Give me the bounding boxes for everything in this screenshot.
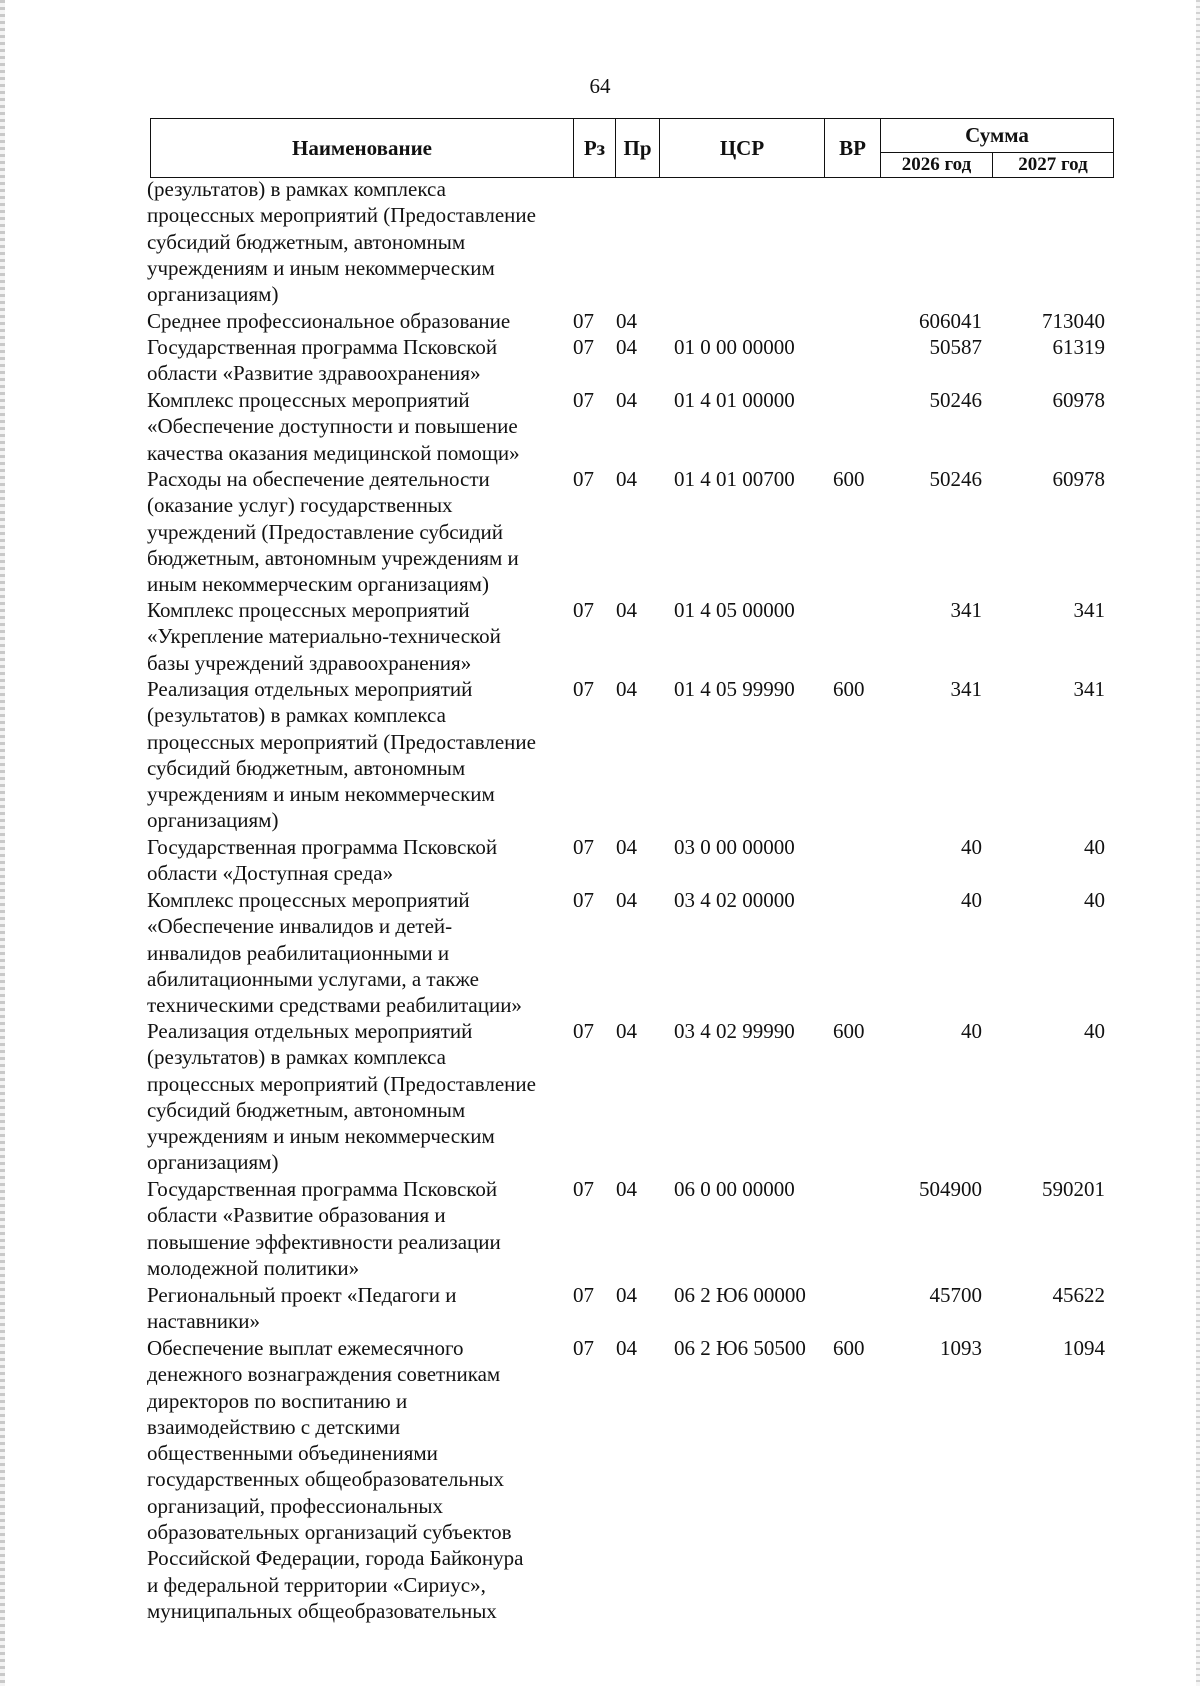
- row-name-line: общественными объединениями: [147, 1441, 438, 1466]
- row-sum-2027: 40: [1084, 835, 1105, 859]
- row-name-line: процессных мероприятий (Предоставление: [147, 729, 536, 754]
- row-name: [147, 1282, 567, 1335]
- row-name-line: денежного вознаграждения советникам: [147, 1362, 501, 1387]
- row-name-line: учреждений (Предоставление субсидий: [147, 519, 504, 544]
- row-name-line: организациям): [147, 808, 279, 833]
- row-pr: 04: [616, 888, 637, 912]
- row-vr: 600: [833, 677, 865, 701]
- row-name-line: муниципальных общеобразовательных: [147, 1598, 497, 1623]
- header-csr: ЦСР: [659, 118, 824, 178]
- row-name-line: (результатов) в рамках комплекса: [147, 1045, 446, 1070]
- row-sum-2027: 45622: [1052, 1283, 1105, 1307]
- row-rz: 07: [573, 598, 594, 622]
- row-name-line: организаций, профессиональных: [147, 1493, 443, 1518]
- row-name-line: «Обеспечение доступности и повышение: [147, 414, 518, 439]
- row-pr: 04: [616, 388, 637, 412]
- row-sum-2026: 50246: [929, 467, 982, 491]
- row-pr: 04: [616, 467, 637, 491]
- row-sum-2026: 504900: [919, 1177, 982, 1201]
- row-sum-2027: 713040: [1042, 309, 1105, 333]
- row-csr: 01 0 00 00000: [674, 335, 795, 359]
- row-name-line: качества оказания медицинской помощи»: [147, 440, 520, 465]
- row-rz: 07: [573, 835, 594, 859]
- header-pr: Пр: [615, 118, 659, 178]
- row-rz: 07: [573, 677, 594, 701]
- row-name-line: повышение эффективности реализации: [147, 1229, 501, 1254]
- row-name-line: Реализация отдельных мероприятий: [147, 1019, 473, 1043]
- row-name: [147, 334, 567, 387]
- row-name-line: Региональный проект «Педагоги и: [147, 1283, 457, 1307]
- row-name-line: бюджетным, автономным учреждениям и: [147, 545, 519, 570]
- header-year-2027: 2027 год: [992, 152, 1114, 178]
- row-sum-2026: 50246: [929, 388, 982, 412]
- row-sum-2027: 590201: [1042, 1177, 1105, 1201]
- row-name-line: молодежной политики»: [147, 1255, 360, 1280]
- row-name: [147, 1018, 567, 1176]
- row-name-line: директоров по воспитанию и: [147, 1388, 408, 1413]
- row-name-line: Обеспечение выплат ежемесячного: [147, 1336, 464, 1360]
- row-pr: 04: [616, 1336, 637, 1360]
- row-sum-2027: 40: [1084, 1019, 1105, 1043]
- row-name-line: Российской Федерации, города Байконура: [147, 1546, 524, 1571]
- row-name-line: Государственная программа Псковской: [147, 835, 498, 859]
- row-pr: 04: [616, 1177, 637, 1201]
- row-name-line: области «Развитие здравоохранения»: [147, 361, 481, 386]
- row-name: [147, 308, 567, 334]
- row-rz: 07: [573, 1019, 594, 1043]
- row-name-line: субсидий бюджетным, автономным: [147, 1097, 466, 1122]
- row-name: [147, 387, 567, 466]
- row-rz: 07: [573, 1177, 594, 1201]
- row-pr: 04: [616, 309, 637, 333]
- row-pr: 04: [616, 1019, 637, 1043]
- row-csr: 01 4 05 99990: [674, 677, 795, 701]
- row-name: [147, 1335, 567, 1624]
- row-name-line: «Обеспечение инвалидов и детей-: [147, 914, 453, 939]
- row-name-line: субсидий бюджетным, автономным: [147, 229, 466, 254]
- row-name-line: «Укрепление материально-технической: [147, 624, 501, 649]
- table-header: [150, 118, 1114, 178]
- row-sum-2027: 60978: [1052, 467, 1105, 491]
- row-sum-2027: 60978: [1052, 388, 1105, 412]
- row-name-line: процессных мероприятий (Предоставление: [147, 1071, 536, 1096]
- row-csr: 03 4 02 00000: [674, 888, 795, 912]
- row-name-line: Государственная программа Псковской: [147, 335, 498, 359]
- row-csr: 06 2 Ю6 00000: [674, 1283, 806, 1307]
- row-sum-2026: 341: [950, 598, 982, 622]
- row-name-line: процессных мероприятий (Предоставление: [147, 203, 536, 228]
- row-name-line: (результатов) в рамках комплекса: [147, 177, 446, 201]
- row-name: [147, 1176, 567, 1281]
- row-name: [147, 176, 567, 307]
- row-name: [147, 676, 567, 834]
- row-name-line: организациям): [147, 282, 279, 307]
- row-name-line: взаимодействию с детскими: [147, 1414, 401, 1439]
- row-sum-2026: 40: [961, 835, 982, 859]
- row-sum-2027: 341: [1073, 677, 1105, 701]
- header-vr: ВР: [824, 118, 880, 178]
- row-rz: 07: [573, 1336, 594, 1360]
- row-sum-2027: 40: [1084, 888, 1105, 912]
- row-name-line: Комплекс процессных мероприятий: [147, 888, 470, 912]
- row-name-line: Реализация отдельных мероприятий: [147, 677, 473, 701]
- row-sum-2026: 40: [961, 888, 982, 912]
- row-csr: 06 2 Ю6 50500: [674, 1336, 806, 1360]
- row-pr: 04: [616, 677, 637, 701]
- row-pr: 04: [616, 1283, 637, 1307]
- row-sum-2026: 40: [961, 1019, 982, 1043]
- row-sum-2026: 50587: [929, 335, 982, 359]
- row-name-line: учреждениям и иным некоммерческим: [147, 1124, 495, 1149]
- row-name-line: инвалидов реабилитационными и: [147, 940, 450, 965]
- row-rz: 07: [573, 1283, 594, 1307]
- row-csr: 03 0 00 00000: [674, 835, 795, 859]
- row-name-line: Комплекс процессных мероприятий: [147, 388, 470, 412]
- row-sum-2027: 1094: [1063, 1336, 1105, 1360]
- row-name-line: Комплекс процессных мероприятий: [147, 598, 470, 622]
- row-csr: 01 4 05 00000: [674, 598, 795, 622]
- row-name-line: учреждениям и иным некоммерческим: [147, 255, 495, 280]
- row-name-line: Государственная программа Псковской: [147, 1177, 498, 1201]
- row-name-line: (результатов) в рамках комплекса: [147, 703, 446, 728]
- page-number: 64: [589, 74, 611, 98]
- row-sum-2026: 1093: [940, 1336, 982, 1360]
- row-name-line: абилитационными услугами, а также: [147, 966, 479, 991]
- row-sum-2027: 341: [1073, 598, 1105, 622]
- row-sum-2026: 606041: [919, 309, 982, 333]
- row-name-line: организациям): [147, 1150, 279, 1175]
- row-name: [147, 834, 567, 887]
- row-rz: 07: [573, 388, 594, 412]
- row-rz: 07: [573, 309, 594, 333]
- row-pr: 04: [616, 835, 637, 859]
- row-name: [147, 887, 567, 1018]
- row-name-line: образовательных организаций субъектов: [147, 1520, 512, 1545]
- row-csr: 01 4 01 00000: [674, 388, 795, 412]
- row-name-line: государственных общеобразовательных: [147, 1467, 504, 1492]
- scan-edge-left: [0, 0, 5, 1686]
- row-name-line: области «Развитие образования и: [147, 1203, 446, 1228]
- row-vr: 600: [833, 1019, 865, 1043]
- row-name-line: базы учреждений здравоохранения»: [147, 650, 472, 675]
- row-name-line: Среднее профессиональное образование: [147, 309, 511, 333]
- row-name-line: (оказание услуг) государственных: [147, 493, 453, 518]
- row-name: [147, 597, 567, 676]
- row-sum-2026: 45700: [929, 1283, 982, 1307]
- row-name-line: области «Доступная среда»: [147, 861, 394, 886]
- row-rz: 07: [573, 335, 594, 359]
- row-pr: 04: [616, 598, 637, 622]
- row-name-line: иным некоммерческим организациям): [147, 572, 489, 597]
- row-csr: 06 0 00 00000: [674, 1177, 795, 1201]
- row-vr: 600: [833, 1336, 865, 1360]
- row-sum-2027: 61319: [1052, 335, 1105, 359]
- row-rz: 07: [573, 888, 594, 912]
- row-name-line: техническими средствами реабилитации»: [147, 993, 522, 1018]
- row-csr: 03 4 02 99990: [674, 1019, 795, 1043]
- row-name-line: учреждениям и иным некоммерческим: [147, 782, 495, 807]
- row-name-line: наставники»: [147, 1309, 260, 1334]
- header-name: Наименование: [150, 118, 573, 178]
- row-rz: 07: [573, 467, 594, 491]
- row-vr: 600: [833, 467, 865, 491]
- row-name-line: субсидий бюджетным, автономным: [147, 755, 466, 780]
- row-name-line: Расходы на обеспечение деятельности: [147, 467, 490, 491]
- header-year-2026: 2026 год: [880, 152, 992, 178]
- header-sum: Сумма: [880, 118, 1114, 152]
- row-sum-2026: 341: [950, 677, 982, 701]
- scan-edge-right: [1196, 0, 1200, 1686]
- row-pr: 04: [616, 335, 637, 359]
- row-csr: 01 4 01 00700: [674, 467, 795, 491]
- header-rz: Рз: [573, 118, 615, 178]
- row-name: [147, 466, 567, 597]
- row-name-line: и федеральной территории «Сириус»,: [147, 1572, 486, 1597]
